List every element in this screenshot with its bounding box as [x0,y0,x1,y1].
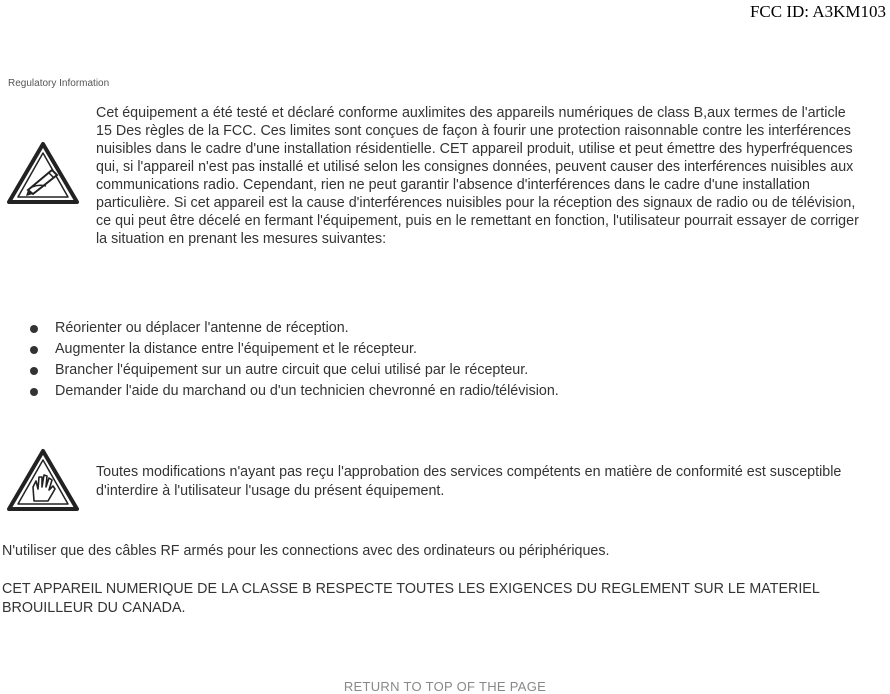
fcc-compliance-paragraph: Cet équipement a été testé et déclaré conforme auxlimites des appareils numériques de class B,aux termes de l'article 15 Des règles de la FCC. Ces limites sont conçues de façon à fourir une protection raisonnable contre les interférences nuisibles dans le cadre d'une installation résidentielle. CET appareil produit, utilise et peut émettre des hyperfréquences qui, si l'appareil n'est pas installé et utilisé selon les consignes données, peuvent causer des interférences nuisibles aux communications radio. Cependant, rien ne peut garantir l'absence d'interférences dans le cadre d'une installation particulière. Si cet appareil est la cause d'interférences nuisibles pour la réception des signaux de radio ou de télévision, ce qui peut être décelé en fermant l'équipement, puis en le remettant en fonction, l'utilisateur pourrait essayer de corriger la situation en prenant les mesures suivantes: [96,105,859,247]
bullet-dot [30,367,38,375]
list-item [28,360,559,381]
canada-compliance: CET APPAREIL NUMERIQUE DE LA CLASSE B RESPECTE TOUTES LES EXIGENCES DU REGLEMENT SUR LE MATERIEL BROUILLEUR DU CANADA. [2,581,820,616]
list-item [28,339,559,360]
list-item-text: Brancher l'équipement sur un autre circuit que celui utilisé par le récepteur. [55,362,529,378]
cable-note: N'utiliser que des câbles RF armés pour les connections avec des ordinateurs ou périphériques. [2,543,610,559]
modifications-warning: Toutes modifications n'ayant pas reçu l'approbation des services compétents en matière de conformité est susceptible d'interdire à l'utilisateur l'usage du présent équipement. [96,464,842,499]
section-heading: Regulatory Information [8,78,110,89]
list-item-text: Demander l'aide du marchand ou d'un technicien chevronné en radio/télévision. [55,383,559,399]
bullet-dot [30,346,38,354]
list-item [28,318,559,339]
list-item-text: Réorienter ou déplacer l'antenne de réception. [55,320,349,336]
warning-hand-icon [6,447,80,513]
list-item [28,381,559,402]
return-to-top-link[interactable]: RETURN TO TOP OF THE PAGE [343,679,547,694]
bullet-dot [30,325,38,333]
warning-pencil-icon [6,140,80,206]
measures-list [28,318,559,402]
fcc-id-label: FCC ID: A3KM103 [749,2,886,21]
list-item-text: Augmenter la distance entre l'équipement et le récepteur. [55,341,417,357]
bullet-dot [30,388,38,396]
